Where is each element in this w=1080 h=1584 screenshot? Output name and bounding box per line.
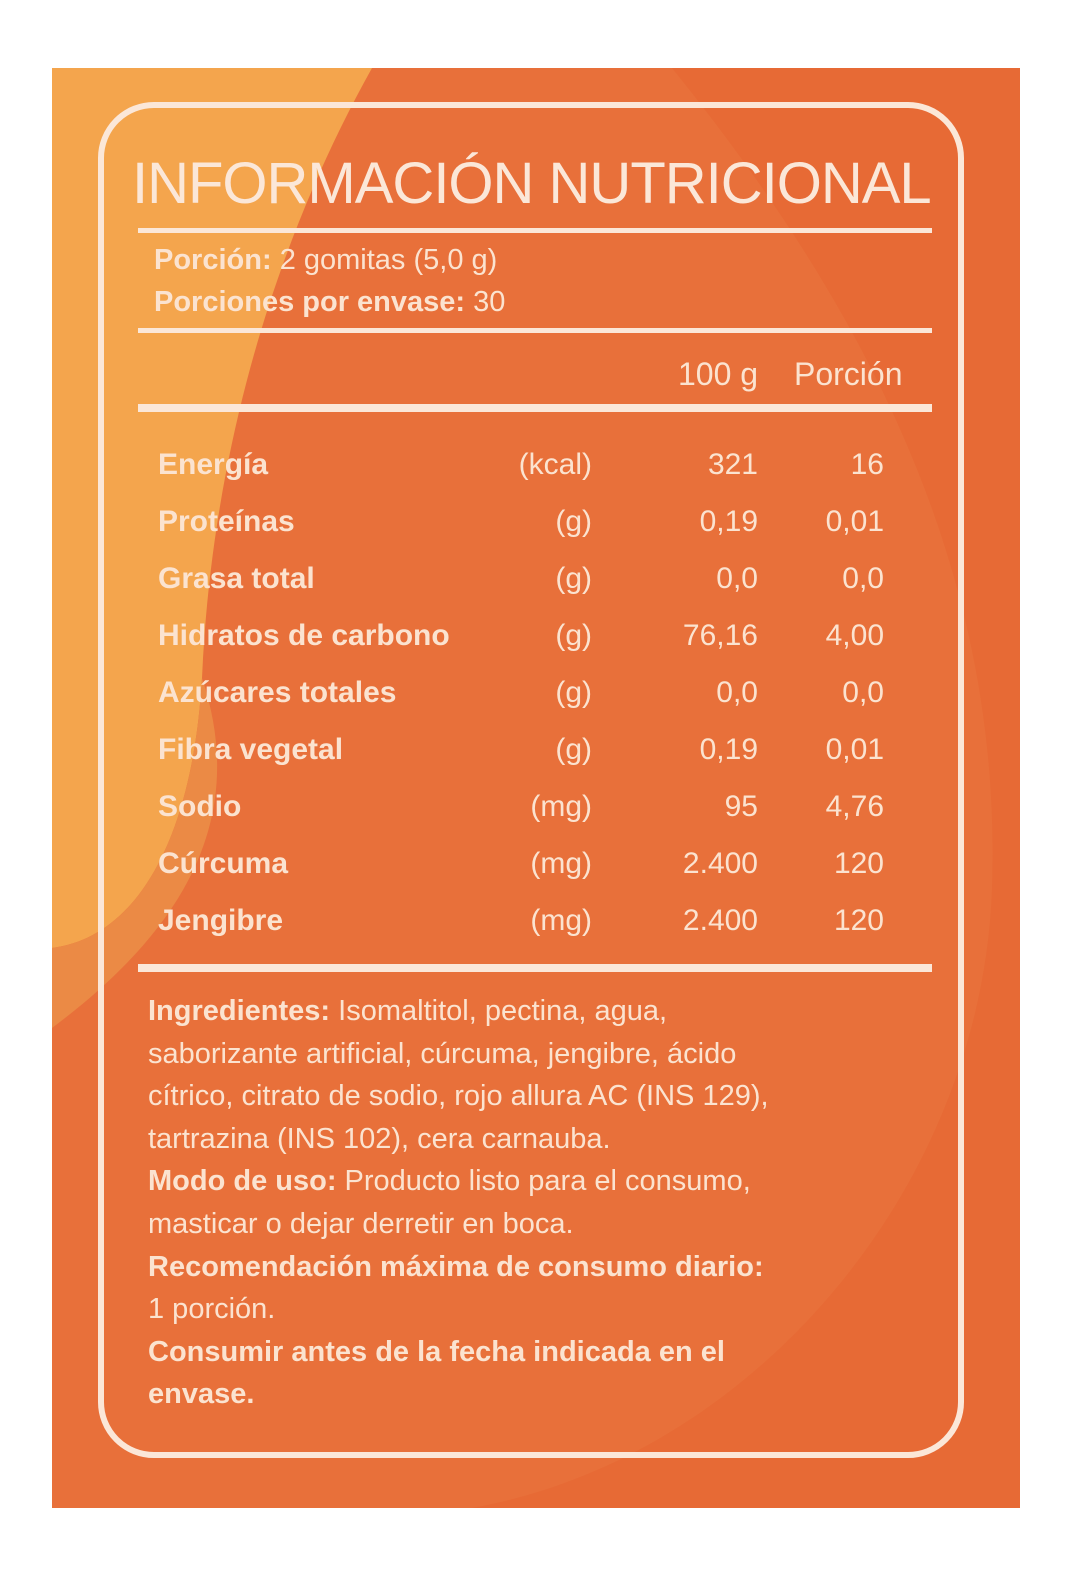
nutrient-value-100g: 321 xyxy=(707,448,758,481)
nutrient-row xyxy=(52,733,1020,783)
nutrient-name: Grasa total xyxy=(158,562,315,595)
nutrient-unit: (kcal) xyxy=(518,448,592,481)
nutrient-value-100g: 0,19 xyxy=(699,505,758,538)
expiry-line: envase. xyxy=(148,1378,255,1411)
nutrient-name: Fibra vegetal xyxy=(158,733,344,766)
nutrient-value-portion: 0,01 xyxy=(825,505,884,538)
nutrient-row xyxy=(52,619,1020,669)
usage-line: masticar o dejar derretir en boca. xyxy=(148,1207,574,1240)
nutrient-row xyxy=(52,790,1020,840)
label-title: INFORMACIÓN NUTRICIONAL xyxy=(132,151,931,216)
nutrient-value-100g: 2.400 xyxy=(682,904,758,937)
recommendation-label: Recomendación máxima de consumo diario: xyxy=(148,1250,764,1283)
nutrient-unit: (g) xyxy=(555,676,592,709)
nutrient-row xyxy=(52,448,1020,498)
ingredients-text: Isomaltitol, pectina, agua, xyxy=(338,995,668,1027)
nutrient-name: Jengibre xyxy=(158,904,284,937)
nutrient-name: Hidratos de carbono xyxy=(158,619,450,652)
ingredients-line: tartrazina (INS 102), cera carnauba. xyxy=(148,1122,611,1155)
ingredients-line: saborizante artificial, cúrcuma, jengibre, ácido xyxy=(148,1037,737,1070)
usage-label: Modo de uso: xyxy=(148,1165,337,1198)
nutrient-value-portion: 0,01 xyxy=(825,733,884,766)
nutrition-label-panel xyxy=(52,68,1020,1508)
header-rule xyxy=(138,404,932,412)
nutrient-value-portion: 4,76 xyxy=(825,790,884,823)
column-header-100g: 100 g xyxy=(678,356,759,392)
nutrient-name: Cúrcuma xyxy=(158,847,289,880)
portion-value: 2 gomitas (5,0 g) xyxy=(279,244,498,276)
serving-rule xyxy=(138,328,932,333)
nutrient-row xyxy=(52,505,1020,555)
column-header-portion: Porción xyxy=(794,356,903,392)
nutrient-unit: (g) xyxy=(555,619,592,652)
nutrient-unit: (g) xyxy=(555,562,592,595)
nutrient-value-portion: 120 xyxy=(833,847,884,880)
nutrient-row xyxy=(52,676,1020,726)
ingredients-label: Ingredientes: xyxy=(148,995,331,1027)
nutrient-unit: (mg) xyxy=(530,904,592,937)
nutrient-unit: (g) xyxy=(555,505,592,538)
nutrient-value-portion: 120 xyxy=(833,904,884,937)
recommendation-text: 1 porción. xyxy=(148,1293,276,1326)
label-notes xyxy=(148,990,948,1416)
nutrient-value-100g: 95 xyxy=(724,790,758,823)
usage-text: Producto listo para el consumo, xyxy=(344,1165,751,1198)
title-rule xyxy=(138,228,932,233)
nutrient-unit: (mg) xyxy=(530,790,592,823)
nutrient-value-portion: 0,0 xyxy=(842,676,884,709)
nutrient-value-portion: 16 xyxy=(850,448,884,481)
ingredients-line: cítrico, citrato de sodio, rojo allura AC (INS 129), xyxy=(148,1080,769,1113)
nutrient-value-100g: 0,19 xyxy=(699,733,758,766)
nutrient-name: Azúcares totales xyxy=(158,676,397,709)
portion-line xyxy=(154,244,497,277)
portion-label: Porción: xyxy=(154,244,272,276)
usage-line xyxy=(148,1160,948,1203)
nutrient-row xyxy=(52,847,1020,897)
servings-per-pack-line xyxy=(154,286,505,319)
nutrient-unit: (g) xyxy=(555,733,592,766)
nutrient-name: Sodio xyxy=(158,790,242,823)
nutrient-value-portion: 0,0 xyxy=(842,562,884,595)
nutrient-value-100g: 0,0 xyxy=(716,562,758,595)
nutrient-value-portion: 4,00 xyxy=(825,619,884,652)
nutrient-name: Energía xyxy=(158,448,269,481)
nutrient-value-100g: 2.400 xyxy=(682,847,758,880)
servings-per-pack-label: Porciones por envase: xyxy=(154,286,466,318)
ingredients-line xyxy=(148,990,948,1033)
table-bottom-rule xyxy=(138,964,932,972)
nutrient-name: Proteínas xyxy=(158,505,295,538)
servings-per-pack-value: 30 xyxy=(473,286,506,318)
nutrient-unit: (mg) xyxy=(530,847,592,880)
nutrient-row xyxy=(52,562,1020,612)
nutrient-row xyxy=(52,904,1020,954)
nutrient-value-100g: 0,0 xyxy=(716,676,758,709)
expiry-line: Consumir antes de la fecha indicada en el xyxy=(148,1335,725,1368)
nutrient-value-100g: 76,16 xyxy=(682,619,758,652)
